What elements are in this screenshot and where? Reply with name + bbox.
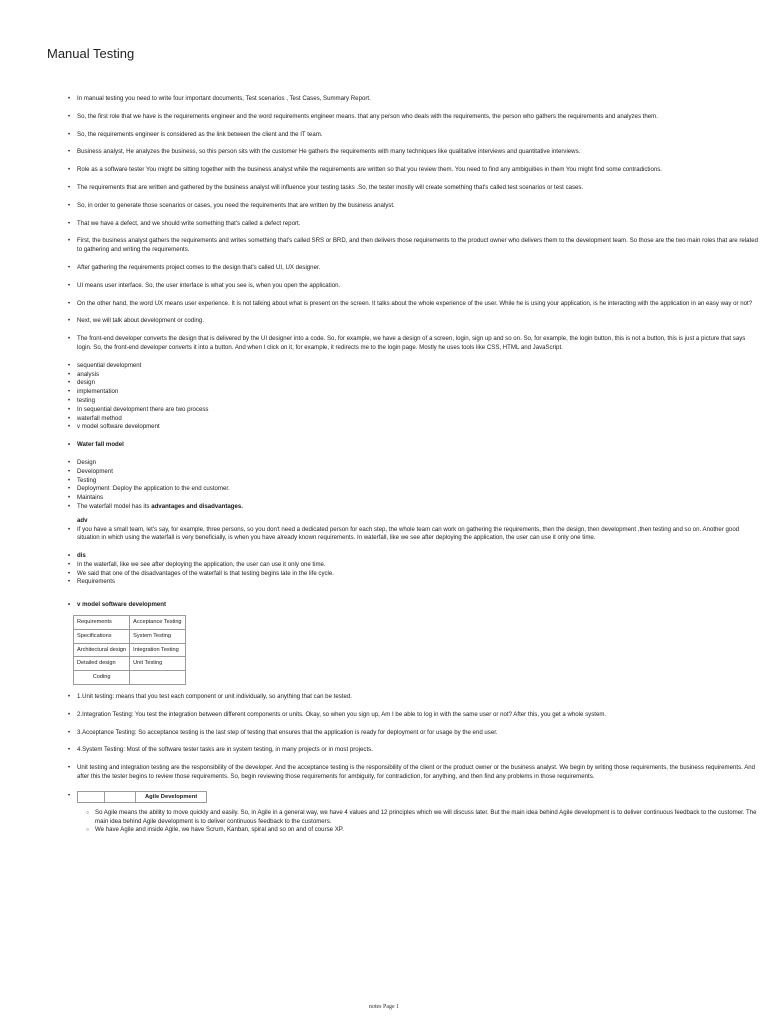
testing-levels-list <box>68 693 760 782</box>
list-item: • 4.System Testing: Most of the software tester tasks are in system testing, in many projects or in most projects. <box>68 746 760 755</box>
table-cell: Integration Testing <box>130 643 185 657</box>
list-item: • So, the first role that we have is the requirements engineer and the word requirements engineer means. that any person who deals with the requirements, the person who gathers the requirements and analyzes them. <box>68 113 760 122</box>
waterfall-advdis-item <box>68 503 760 512</box>
list-item: • The front-end developer converts the design that is delivered by the UI designer into a code. So, for example, we have a design of a screen, login, sign up and so on. So, for example, the login button, this is not a button, this is just a picture that says login. So, the front-end developer converts it into a button. And when I click on it, for example, it redirects me to the login page. Mostly he uses tools like CSS, HTML and JavaScript. <box>68 335 760 353</box>
table-cell: Coding <box>74 671 130 685</box>
list-item: • 2.Integration Testing: You test the integration between different components or units. Okay, so when you sign up, Am I be able to log in with the same user or not? After this, you get a whole system. <box>68 711 760 720</box>
list-item: • In the waterfall, like we see after deploying the application, the user can use it only one time. <box>68 561 760 570</box>
list-item: • In manual testing you need to write four important documents, Test scenarios , Test Cases, Summary Report. <box>68 95 760 104</box>
vmodel-heading-list <box>68 601 760 610</box>
list-item: • sequential development <box>68 362 760 371</box>
list-item: • We said that one of the disadvantages of the waterfall is that testing begins late in the life cycle. <box>68 570 760 579</box>
table-cell: Architectural design <box>74 643 130 657</box>
list-item: • If you have a small team, let's say, for example, three persons, so you don't need a dedicated person for each step, the whole team can work on gathering the requirements, then the design, then development ,then testing and so on. Another good situation in which using the waterfall is very beneficially, is when you have already known requirements. In waterfall, like we see after deploying the application, the user can use it only one time. <box>68 526 760 544</box>
list-item: • On the other hand, the word UX means user experience. It is not talking about what is present on the screen. It talks about the whole experience of the user. While he is using your application, is he interacting with the application in an easy way or not? <box>68 300 760 309</box>
table-row <box>74 643 186 657</box>
list-item: • So, the requirements engineer is considered as the link between the client and the IT team. <box>68 131 760 140</box>
adv-list <box>68 526 760 544</box>
table-row <box>74 671 186 685</box>
notes-content <box>68 95 760 835</box>
waterfall-heading-list <box>68 441 760 450</box>
waterfall-advdis-bold: advantages and disadvantages. <box>151 502 243 510</box>
table-cell: System Testing <box>130 629 185 643</box>
list-item: ○ We have Agile and inside Agile, we have Scrum, Kanban, spiral and so on and of course XP. <box>86 826 760 835</box>
list-item: ○ So Agile means the ability to move quickly and easily. So, in Agile in a general way, we have 4 values and 12 principles which we will discuss later. But the main idea behind Agile development is to deliver continuous feedback to the customer. The main idea behind Agile development is to deliver continuous feedback to the customers. <box>86 809 760 827</box>
list-item: • 1.Unit testing: means that you test each component or unit individually, so anything that can be tested. <box>68 693 760 702</box>
table-cell <box>130 671 185 685</box>
table-cell: Detailed design <box>74 657 130 671</box>
waterfall-steps-list <box>68 459 760 512</box>
table-row <box>74 616 186 630</box>
table-cell: Unit Testing <box>130 657 185 671</box>
sequential-development-list <box>68 362 760 432</box>
adv-label: adv <box>77 516 88 524</box>
list-item: • Requirements <box>68 578 760 587</box>
list-item: • That we have a defect, and we should write something that's called a defect report. <box>68 220 760 229</box>
list-item: • Maintains <box>68 494 760 503</box>
list-item: • UI means user interface. So, the user interface is what you see is, when you open the application. <box>68 282 760 291</box>
table-cell <box>78 792 105 802</box>
list-item: • Development <box>68 468 760 477</box>
list-item: • Deployment :Deploy the application to the end customer. <box>68 485 760 494</box>
vmodel-heading: • v model software development <box>68 601 760 610</box>
list-item: • waterfall method <box>68 415 760 424</box>
vmodel-table <box>73 615 186 685</box>
list-item: • The requirements that are written and gathered by the business analyst will influence your testing tasks .So, the tester mostly will create something that's called test scenarios or test cases. <box>68 184 760 193</box>
list-item: • design <box>68 379 760 388</box>
agile-development-label: Agile Development <box>145 793 198 800</box>
list-item: • So, in order to generate those scenarios or cases, you need the requirements that are written by the business analyst. <box>68 202 760 211</box>
list-item: • testing <box>68 397 760 406</box>
table-row <box>74 657 186 671</box>
page-title: Manual Testing <box>47 46 135 61</box>
intro-bullet-list <box>68 95 760 353</box>
list-item: • Unit testing and integration testing are the responsibility of the developer. And the acceptance testing is the responsibility of the client or the product owner or the business analyst. We begin by writing those requirements, the business requirements. And after this the tester begins to review those requirements. So, begin reviewing those requirements for ambiguity, for contradiction, for anything, and then find any problems in those requirements. <box>68 764 760 782</box>
list-item: • analysis <box>68 371 760 380</box>
dis-label: • dis <box>68 552 760 561</box>
list-item: • Design <box>68 459 760 468</box>
table-cell: Acceptance Testing <box>130 616 185 630</box>
waterfall-advdis-prefix: The waterfall model has its <box>77 502 152 510</box>
list-item: • implementation <box>68 388 760 397</box>
list-item: • First, the business analyst gathers the requirements and writes something that's called SRS or BRD, and then delivers those requirements to the product owner who delivers them to the development team. So those are the two main roles that are related to gathering and writing the requirements. <box>68 237 760 255</box>
bullet-icon: • <box>68 792 71 800</box>
list-item: • Business analyst, He analyzes the business, so this person sits with the customer He gathers the requirements with many techniques like qualitative interviews and quantitative interviews. <box>68 148 760 157</box>
table-cell: Requirements <box>74 616 130 630</box>
list-item: • Testing <box>68 477 760 486</box>
agile-list <box>86 809 760 835</box>
table-cell: Specifications <box>74 629 130 643</box>
list-item: • In sequential development there are two process <box>68 406 760 415</box>
agile-row <box>68 791 760 803</box>
list-item: • After gathering the requirements project comes to the design that's called UI, UX designer. <box>68 264 760 273</box>
page-footer: notes Page 1 <box>368 1004 400 1010</box>
list-item: • Role as a software tester You might be sitting together with the business analyst while the requirements are written so that you review them. You need to find any ambiguities in them You might find some contradictions. <box>68 166 760 175</box>
table-cell <box>105 792 136 802</box>
agile-table <box>77 791 207 803</box>
waterfall-heading: • Water fall model <box>68 441 760 450</box>
list-item: • Next, we will talk about development or coding. <box>68 317 760 326</box>
list-item: • 3.Acceptance Testing: So acceptance testing is the last step of testing that ensures that the application is ready for deployment or for usage by the end user. <box>68 729 760 738</box>
list-item: • v model software development <box>68 423 760 432</box>
dis-list <box>68 552 760 587</box>
table-row <box>74 629 186 643</box>
